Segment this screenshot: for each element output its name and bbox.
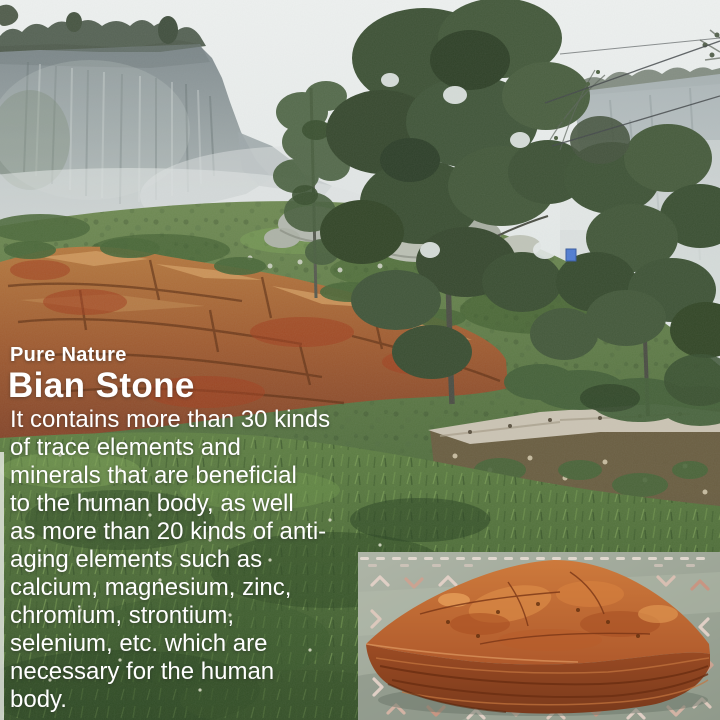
- description-line: selenium, etc. which are: [10, 630, 268, 657]
- description-line: to the human body, as well: [10, 490, 294, 517]
- page-title-bian-stone: Bian Stone: [8, 366, 195, 405]
- description-line: necessary for the human: [10, 658, 275, 685]
- description-line: minerals that are beneficial: [10, 462, 297, 489]
- description-line: aging elements such as: [10, 546, 263, 573]
- description-line: chromium, strontium,: [10, 602, 235, 629]
- description-paragraph: [10, 406, 330, 714]
- kicker-pure-nature: Pure Nature: [10, 344, 127, 366]
- description-line: It contains more than 30 kinds: [10, 406, 331, 433]
- description-line: as more than 20 kinds of anti-: [10, 518, 327, 545]
- description-line: body.: [10, 686, 67, 713]
- description-line: of trace elements and: [10, 434, 241, 461]
- description-line: calcium, magnesium, zinc,: [10, 574, 292, 601]
